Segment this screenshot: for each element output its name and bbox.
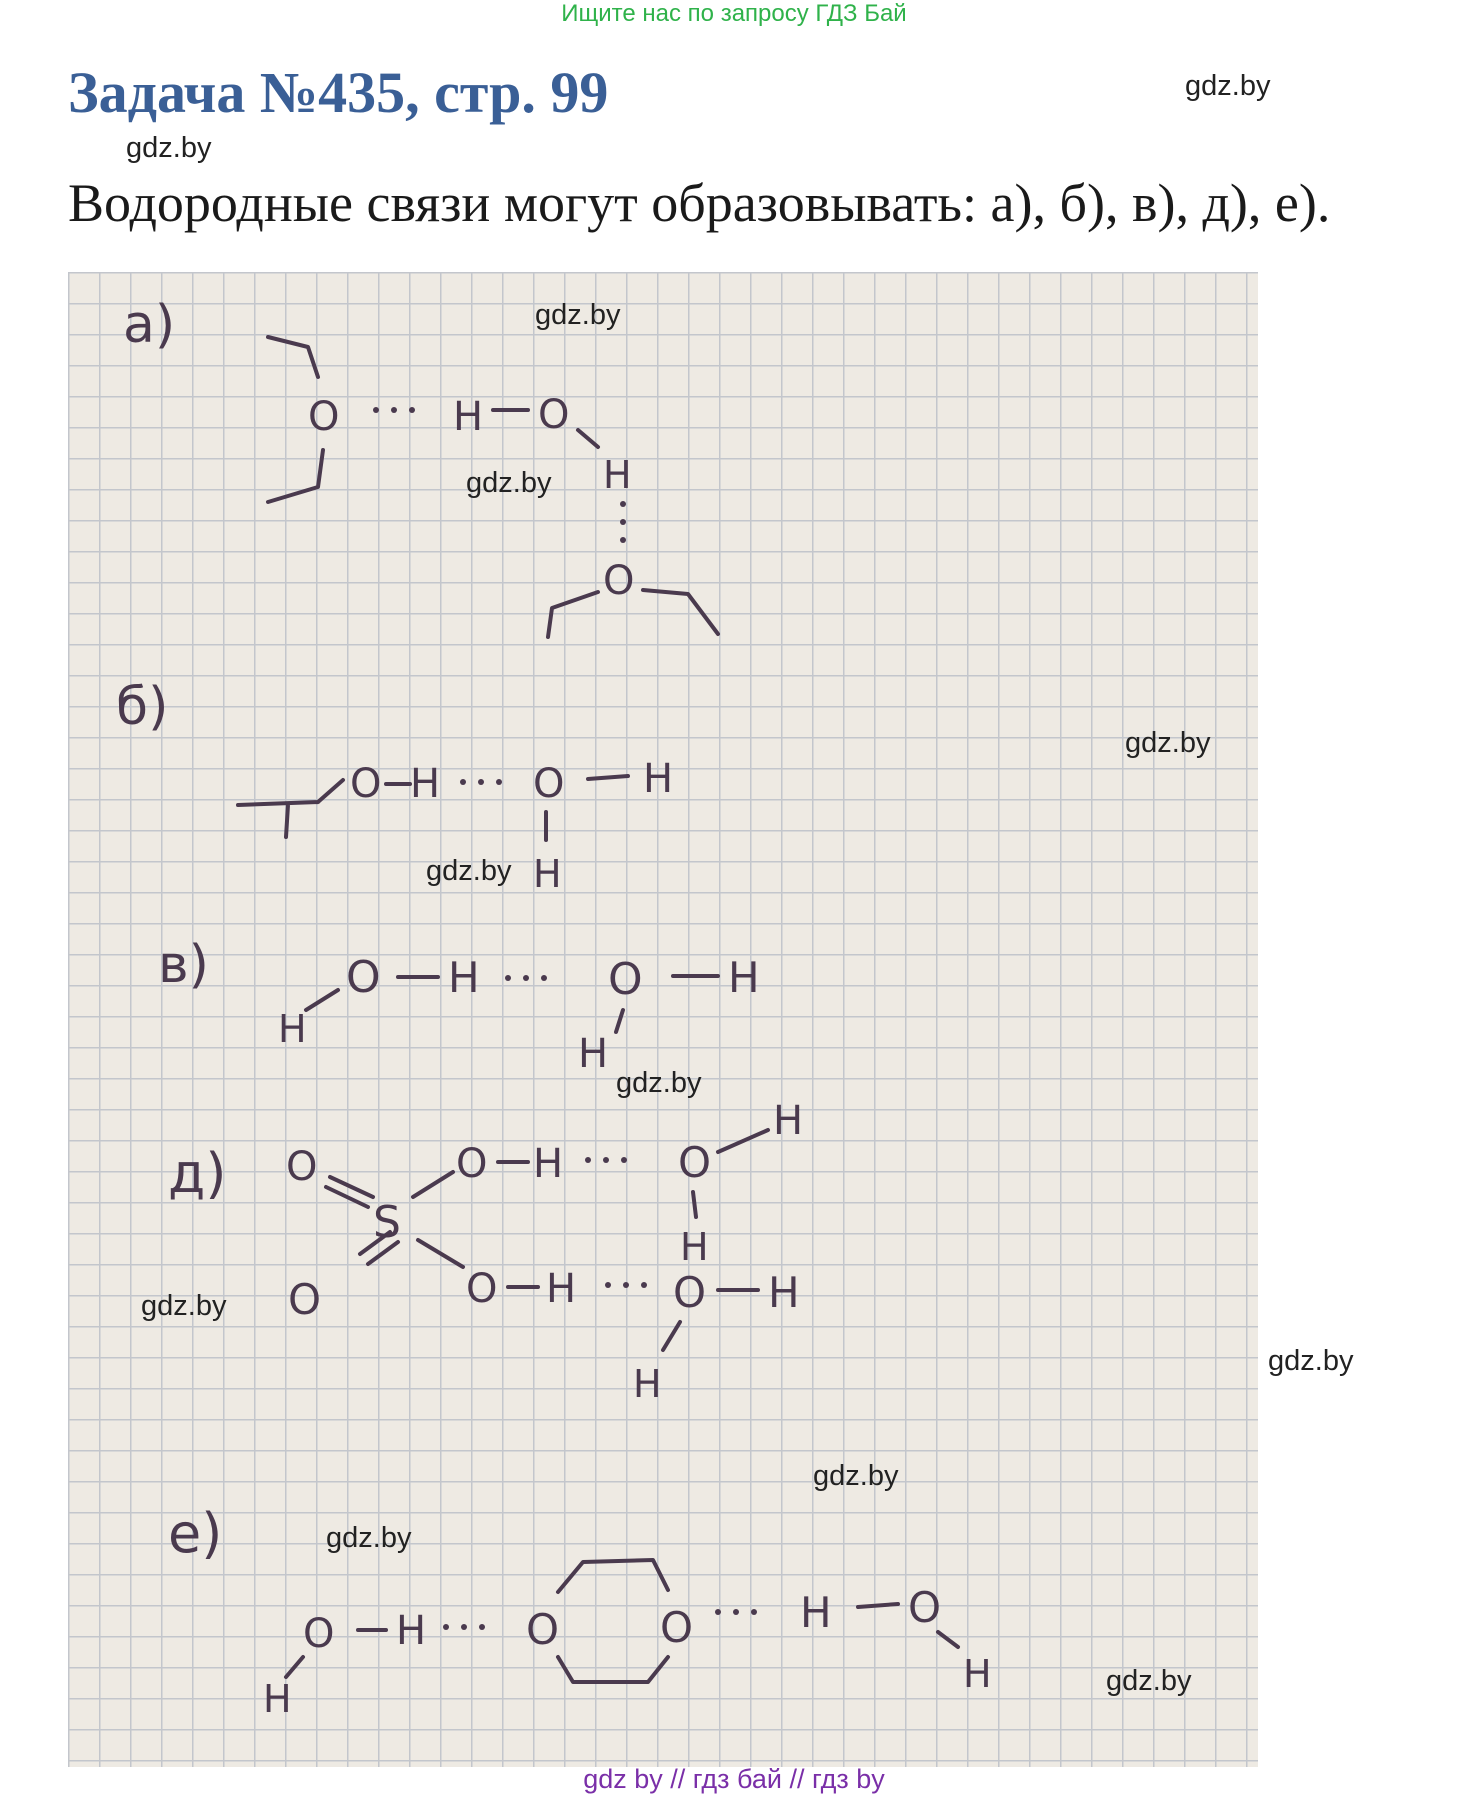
atom-h: H [533, 852, 562, 896]
watermark: gdz.by [1106, 1665, 1192, 1697]
atom-h: H [603, 453, 632, 497]
atom-h: H [643, 756, 674, 802]
h-bond-dot [733, 1609, 739, 1615]
atom-o: O [673, 1268, 707, 1317]
atom-o: O [286, 1144, 318, 1190]
atom-h: H [448, 953, 480, 1002]
atom-h: H [680, 1225, 709, 1269]
top-banner: Ищите нас по запросу ГДЗ Бай [561, 0, 907, 27]
atom-o: O [308, 394, 340, 440]
bond [718, 1130, 768, 1152]
h-bond-dot [620, 519, 626, 525]
watermark: gdz.by [1125, 727, 1211, 759]
bond [693, 1192, 696, 1217]
atom-o: O [538, 392, 570, 438]
atom-h: H [800, 1588, 832, 1637]
bond [858, 1604, 898, 1607]
h-bond-dot [478, 779, 484, 785]
h-bond-dot [620, 537, 626, 543]
atom-o: O [678, 1138, 712, 1187]
h-bond-dot [479, 1624, 485, 1630]
atom-h: H [773, 1098, 804, 1144]
watermark: gdz.by [813, 1460, 899, 1492]
h-bond-dot [496, 779, 502, 785]
atom-h: H [633, 1362, 662, 1406]
atom-o: O [346, 952, 381, 1003]
watermark: gdz.by [535, 299, 621, 331]
footer-links: gdz by // гдз бай // гдз by [583, 1764, 885, 1794]
task-statement: Водородные связи могут образовывать: а), б), в), д), е). [68, 173, 1331, 233]
atom-o: O [908, 1583, 942, 1632]
bond [578, 430, 598, 447]
atom-h: H [263, 1677, 292, 1721]
label-e: е) [168, 1502, 223, 1565]
bond [413, 1172, 453, 1197]
bond [306, 990, 338, 1010]
h-bond-dot [585, 1157, 591, 1163]
h-bond-dot [505, 975, 511, 981]
watermark: gdz.by [426, 855, 512, 887]
bond [286, 1657, 303, 1677]
atom-o: O [526, 1605, 560, 1654]
h-bond-dot [541, 975, 547, 981]
watermark: gdz.by [126, 132, 212, 164]
h-bond-dot [605, 1282, 611, 1288]
h-bond-dot [391, 407, 397, 413]
atom-o: O [660, 1603, 694, 1652]
atom-s: S [373, 1197, 401, 1248]
label-d: д) [168, 1142, 227, 1205]
atom-h: H [728, 953, 760, 1002]
task-title: Задача №435, стр. 99 [68, 60, 609, 125]
double-bond [326, 1177, 373, 1207]
h-bond-dot [621, 1157, 627, 1163]
h-bond-dot [641, 1282, 647, 1288]
h-bond-dot [623, 1282, 629, 1288]
bond [238, 780, 343, 837]
h-bond-dot [461, 1624, 467, 1630]
watermark: gdz.by [466, 467, 552, 499]
atom-h: H [546, 1266, 577, 1312]
watermark: gdz.by [616, 1067, 702, 1099]
bond [268, 450, 323, 502]
atom-h: H [410, 761, 441, 807]
atom-o: O [350, 761, 382, 807]
ring-bond [558, 1560, 668, 1592]
h-bond-dot [523, 975, 529, 981]
bond [663, 1322, 680, 1350]
label-b: б) [116, 677, 169, 737]
handwritten-formulas [68, 272, 1258, 1767]
h-bond-dot [603, 1157, 609, 1163]
atom-o: O [288, 1275, 322, 1324]
atom-o: O [456, 1141, 488, 1187]
h-bond-dot [409, 407, 415, 413]
atom-h: H [396, 1608, 427, 1654]
atom-o: O [608, 954, 643, 1005]
bond [616, 1010, 623, 1032]
label-v: в) [158, 935, 209, 995]
h-bond-dot [715, 1609, 721, 1615]
bond [418, 1240, 463, 1267]
bond [548, 592, 598, 637]
atom-o: O [303, 1611, 335, 1657]
bond [588, 776, 628, 779]
atom-h: H [278, 1007, 307, 1051]
watermark: gdz.by [1185, 70, 1271, 102]
watermark: gdz.by [326, 1522, 412, 1554]
h-bond-dot [460, 779, 466, 785]
h-bond-dot [443, 1624, 449, 1630]
atom-o: O [603, 558, 635, 604]
ring-bond [558, 1657, 668, 1682]
atom-h: H [768, 1268, 800, 1317]
watermark: gdz.by [1268, 1345, 1354, 1377]
watermark: gdz.by [141, 1290, 227, 1322]
bond [643, 590, 718, 634]
atom-h: H [453, 394, 484, 440]
bond [268, 337, 318, 377]
handwritten-solution-photo [68, 272, 1258, 1767]
h-bond-dot [620, 501, 626, 507]
h-bond-dot [373, 407, 379, 413]
atom-h: H [578, 1031, 609, 1077]
atom-h: H [963, 1652, 992, 1696]
bond [938, 1632, 958, 1647]
label-a: a) [123, 295, 176, 355]
atom-o: O [466, 1266, 498, 1312]
atom-o: O [533, 761, 565, 807]
h-bond-dot [751, 1609, 757, 1615]
atom-h: H [533, 1141, 564, 1187]
